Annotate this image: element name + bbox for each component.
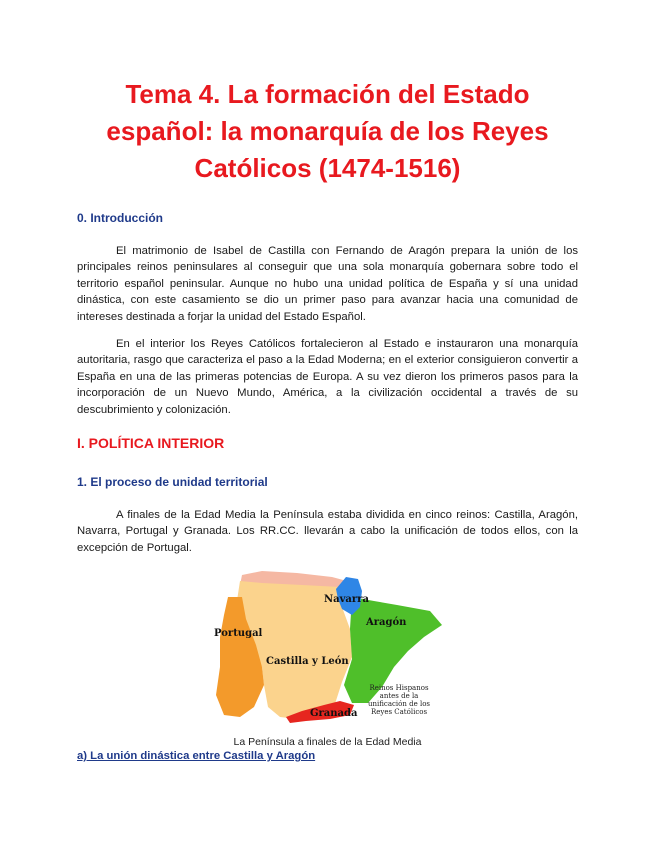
subsection-link-union-dinastica[interactable]: a) La unión dinástica entre Castilla y Aragón: [77, 750, 316, 762]
intro-heading: 0. Introducción: [77, 211, 164, 225]
intro-paragraph-2: En el interior los Reyes Católicos fortalecieron al Estado e instauraron una monarquía autoritaria, rasgo que caracteriza el paso a la Edad Moderna; en el exterior consiguieron convertir a España en una de las primeras potencias de Europa. A su vez dieron los primeros pasos para la incorporación de un Nuevo Mundo, América, a la civilización occidental a través de su descubrimiento y colonización.: [77, 338, 578, 416]
unidad-territorial-paragraph: A finales de la Edad Media la Península estaba dividida en cinco reinos: Castilla, Aragón, Navarra, Portugal y Granada. Los RR.CC. llevarán a cabo la unificación de todos ellos, con la excepción de Portugal.: [77, 509, 578, 554]
peninsula-map-svg: [202, 567, 454, 742]
map-legend: [368, 684, 430, 716]
map-label-aragon: Aragón: [366, 617, 407, 628]
title-line-3: Católicos (1474-1516): [194, 153, 461, 183]
map-legend-line-2: antes de la: [379, 692, 419, 700]
peninsula-map: [202, 567, 454, 742]
map-legend-line-1: Reinos Hispanos: [369, 684, 429, 692]
subsection-heading-unidad-territorial: 1. El proceso de unidad territorial: [77, 475, 268, 489]
title-line-1: Tema 4. La formación del Estado: [125, 79, 530, 109]
map-legend-line-3: unificación de los: [367, 700, 431, 708]
map-label-granada: Granada: [310, 708, 358, 719]
title-line-2: español: la monarquía de los Reyes: [106, 116, 549, 146]
section-heading-politica-interior: I. POLÍTICA INTERIOR: [77, 435, 225, 451]
map-caption: La Península a finales de la Edad Media: [233, 736, 422, 748]
map-label-navarra: Navarra: [324, 594, 369, 605]
map-label-castilla: Castilla y León: [266, 656, 349, 667]
page-title: [60, 76, 595, 187]
map-label-portugal: Portugal: [214, 628, 263, 639]
intro-paragraph-1: El matrimonio de Isabel de Castilla con Fernando de Aragón prepara la unión de los principales reinos peninsulares al conseguir que una sola monarquía gobernara sobre todo el territorio español peninsular. Aunque no hubo una unidad política de España y sí una unidad dinástica, con este casamiento se dio un primer paso para avanzar hacia una comunidad de intereses destinada a forjar la unidad del Estado Español.: [77, 245, 578, 323]
map-legend-line-4: Reyes Católicos: [370, 708, 428, 716]
